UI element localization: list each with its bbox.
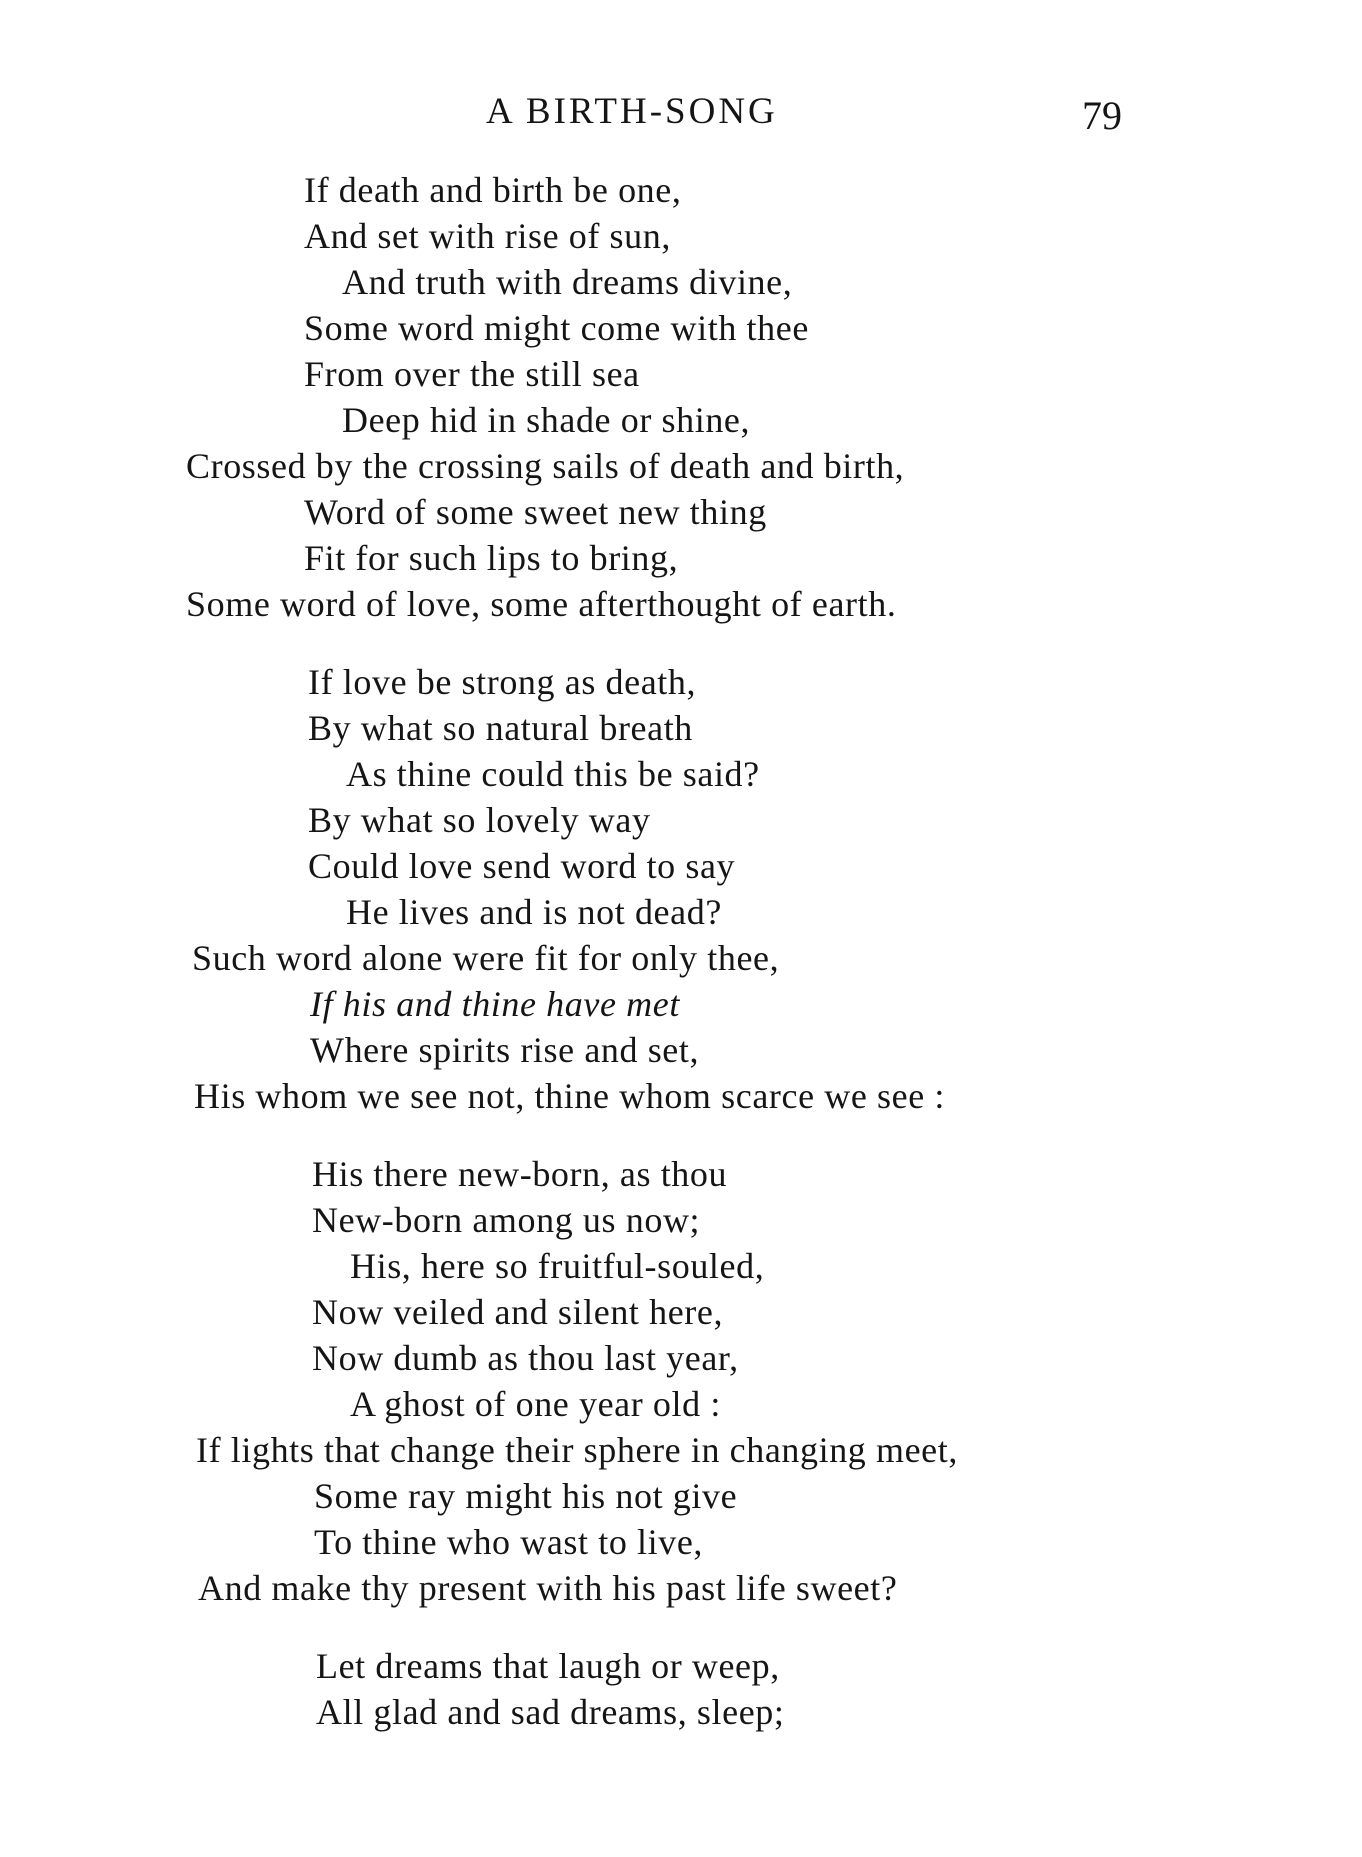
poem-line: A ghost of one year old : xyxy=(350,1384,721,1424)
poem-line: Where spirits rise and set, xyxy=(310,1030,700,1070)
poem-line: Some word might come with thee xyxy=(304,308,809,348)
poem-line: Word of some sweet new thing xyxy=(304,492,767,532)
poem-line: His there new-born, as thou xyxy=(312,1154,728,1194)
poem-line: Fit for such lips to bring, xyxy=(304,538,679,578)
poem-line: If lights that change their sphere in changing meet, xyxy=(196,1430,958,1470)
poem-line: Now veiled and silent here, xyxy=(312,1292,724,1332)
poem-line: As thine could this be said? xyxy=(346,754,760,794)
poem-line: Crossed by the crossing sails of death and birth, xyxy=(186,446,905,486)
poem-line: Could love send word to say xyxy=(308,846,736,886)
page-number: 79 xyxy=(1082,93,1122,138)
poem-line: From over the still sea xyxy=(304,354,640,394)
poem-line: Let dreams that laugh or weep, xyxy=(316,1646,780,1686)
poem-line: Deep hid in shade or shine, xyxy=(342,400,751,440)
poem-line: By what so natural breath xyxy=(308,708,693,748)
poem-line: And set with rise of sun, xyxy=(304,216,671,256)
poem-line: If love be strong as death, xyxy=(308,662,697,702)
poem-line: His whom we see not, thine whom scarce we see : xyxy=(194,1076,945,1116)
poem-line: If death and birth be one, xyxy=(304,170,682,210)
poem-line: All glad and sad dreams, sleep; xyxy=(316,1692,785,1732)
poem-line: If his and thine have met xyxy=(310,984,680,1024)
poem-line: By what so lovely way xyxy=(308,800,651,840)
poem-line: Such word alone were fit for only thee, xyxy=(192,938,780,978)
poem-line: Some ray might his not give xyxy=(314,1476,738,1516)
running-title: A BIRTH-SONG xyxy=(486,91,778,132)
poem-line: Some word of love, some afterthought of earth. xyxy=(186,584,897,624)
poem-line: His, here so fruitful-souled, xyxy=(350,1246,765,1286)
poem-line: And truth with dreams divine, xyxy=(342,262,793,302)
poem-line: He lives and is not dead? xyxy=(346,892,722,932)
poem-line: New-born among us now; xyxy=(312,1200,701,1240)
poem-line: Now dumb as thou last year, xyxy=(312,1338,739,1378)
running-head xyxy=(0,88,1362,138)
poem-line: To thine who wast to live, xyxy=(314,1522,704,1562)
poem-line: And make thy present with his past life sweet? xyxy=(198,1568,898,1608)
